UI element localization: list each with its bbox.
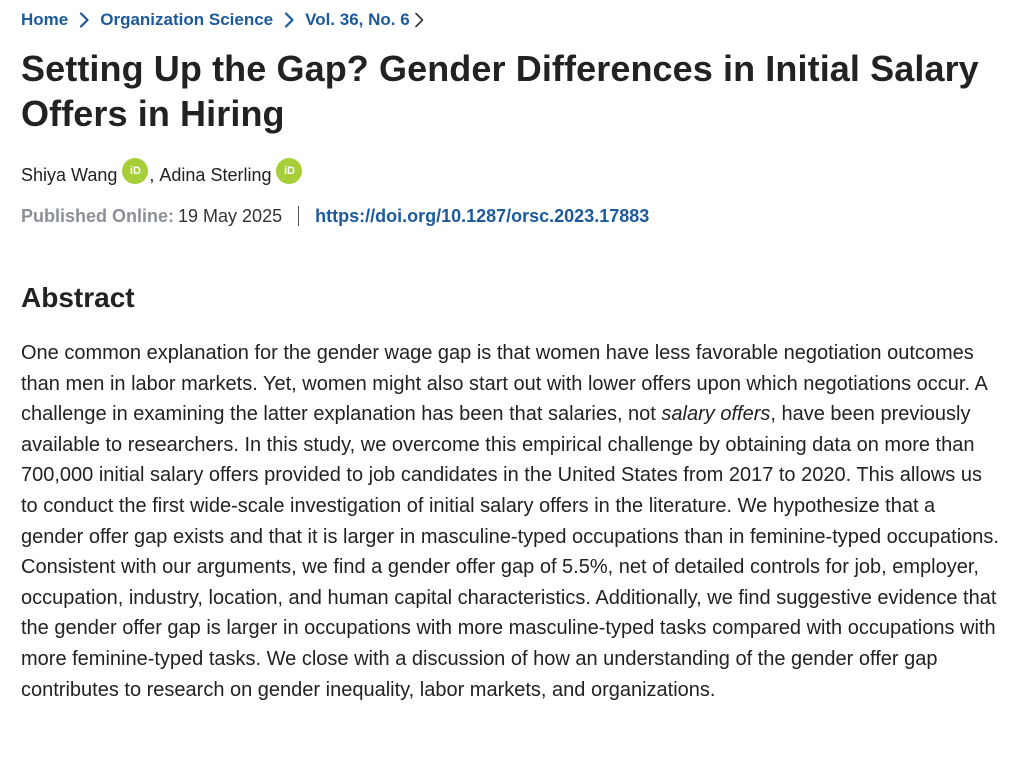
breadcrumb-issue-link[interactable]: Vol. 36, No. 6 bbox=[305, 10, 410, 29]
abstract-heading: Abstract bbox=[21, 282, 135, 313]
chevron-right-icon bbox=[68, 10, 100, 30]
abstract-text bbox=[21, 338, 1001, 705]
author-list bbox=[21, 160, 994, 190]
abstract-emphasis: salary offers bbox=[661, 403, 771, 426]
publication-info bbox=[21, 204, 994, 228]
divider bbox=[298, 206, 299, 226]
abstract-text-part: One common explanation for the gender wage gap is that women have less favorable negotiation outcomes than men in labor markets. Yet, women might also start out with lower offers upon which negotiations occur. A challenge in examining the latter explanation has been that salaries, not bbox=[21, 342, 987, 426]
doi-link[interactable]: https://doi.org/10.1287/orsc.2023.17883 bbox=[315, 205, 650, 226]
published-online-label: Published Online: bbox=[21, 205, 175, 226]
author-name[interactable]: Adina Sterling bbox=[159, 164, 272, 185]
breadcrumb-journal-link[interactable]: Organization Science bbox=[100, 10, 274, 29]
published-date: 19 May 2025 bbox=[178, 205, 283, 226]
author-name[interactable]: Shiya Wang bbox=[21, 164, 118, 185]
orcid-icon[interactable]: iD bbox=[122, 158, 148, 184]
abstract-text-part: , have been previously available to researchers. In this study, we overcome this empirical challenge by obtaining data on more than 700,000 initial salary offers provided to job candidates in the United States from 2017 to 2020. This allows us to conduct the first wide-scale investigation of initial salary offers in the literature. We hypothesize that a gender offer gap exists and that it is larger in masculine-typed occupations than in feminine-typed occupations. Consistent with our arguments, we find a gender offer gap of 5.5%, net of detailed controls for job, employer, occupation, industry, location, and human capital characteristics. Additionally, we find suggestive evidence that the gender offer gap is larger in occupations with more masculine-typed tasks compared with occupations with more feminine-typed tasks. We close with a discussion of how an understanding of the gender offer gap contributes to research on gender inequality, labor markets, and organizations. bbox=[21, 403, 999, 701]
orcid-icon[interactable]: iD bbox=[276, 158, 302, 184]
chevron-right-icon bbox=[410, 10, 428, 30]
breadcrumb bbox=[21, 0, 994, 40]
author-separator: , bbox=[149, 164, 155, 185]
article-title: Setting Up the Gap? Gender Differences in Initial Salary Offers in Hiring bbox=[21, 48, 979, 134]
chevron-right-icon bbox=[273, 10, 305, 30]
breadcrumb-home-link[interactable]: Home bbox=[21, 10, 69, 29]
